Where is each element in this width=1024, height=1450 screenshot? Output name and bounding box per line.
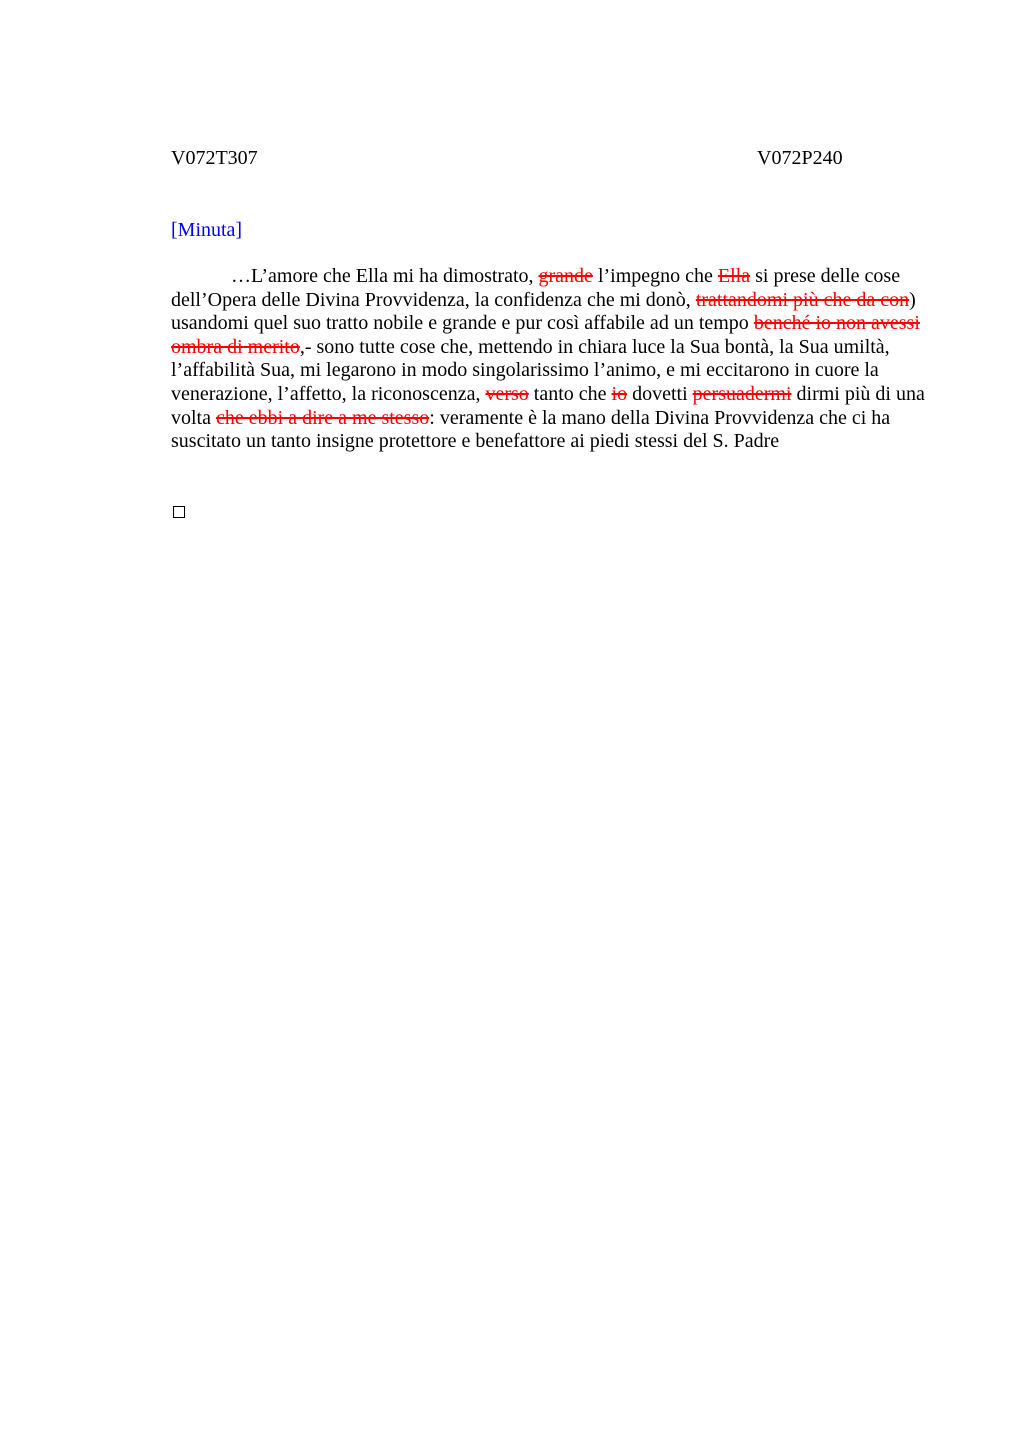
body-text-run: dirmi più di una volta	[171, 382, 925, 429]
body-text-run: …L’amore che Ella mi ha dimostrato,	[231, 265, 539, 287]
body-text-run: ,- sono tutte cose che, mettendo in chiara luce la Sua bontà, la Sua umiltà, l’affabilità Sua, mi legarono in modo singolarissimo l’animo, e mi eccitarono in cuore la venerazione, l’affetto, la riconoscenza,	[171, 335, 890, 405]
empty-square-icon	[173, 506, 185, 518]
deleted-text: persuadermi	[692, 382, 792, 405]
deleted-text: che ebbi a dire a me stesso	[216, 406, 430, 429]
document-code-right: V072P240	[757, 147, 843, 169]
section-label: [Minuta]	[171, 219, 243, 241]
body-text-run: l’impegno che	[592, 265, 718, 287]
body-text-run: ) usandomi quel suo tratto nobile e grande e pur così affabile ad un tempo	[171, 288, 916, 335]
deleted-text: verso	[485, 382, 529, 405]
deleted-text: io	[611, 382, 628, 405]
deleted-text: benché io non avessi ombra di merito	[171, 312, 920, 358]
letter-body-paragraph	[171, 265, 927, 454]
deleted-text: trattandomi più che da con	[695, 288, 910, 311]
body-text-run: : veramente è la mano della Divina Provvidenza che ci ha suscitato un tanto insigne protettore e benefattore ai piedi stessi del S. Padre	[171, 406, 891, 453]
deleted-text: grande	[538, 265, 593, 287]
body-text-run: dovetti	[627, 382, 693, 405]
deleted-text: Ella	[717, 265, 751, 287]
document-code-left: V072T307	[171, 147, 258, 169]
body-text-run: tanto che	[528, 382, 612, 405]
body-text-run: si prese delle cose dell’Opera delle Divina Provvidenza, la confidenza che mi donò,	[171, 265, 901, 311]
